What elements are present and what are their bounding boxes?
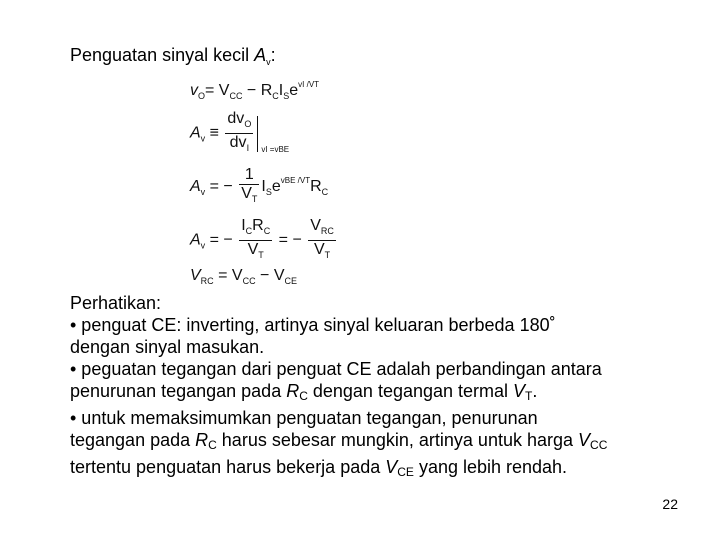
body-line-7 (70, 429, 690, 456)
eq1-rhs4: e (289, 82, 299, 99)
body-line-8a: tertentu penguatan harus bekerja pada (70, 457, 386, 477)
body-line-6: • untuk memaksimumkan penguatan tegangan, penurunan (70, 408, 538, 428)
eq5-op2-sub: CE (284, 276, 297, 286)
body-line-8-vce: V (385, 457, 398, 477)
eq3-den-sub: T (251, 194, 258, 204)
eq1-rhs2: − R (242, 82, 273, 99)
eq2-eval: vI =vBE (261, 144, 290, 154)
body-line-5-rc-sub: C (299, 389, 308, 403)
equation-5 (190, 267, 297, 286)
body-line-7b: harus sebesar mungkin, artinya untuk harga (216, 430, 579, 450)
title-var: A (254, 45, 267, 65)
eq5-lhs: V (190, 267, 201, 284)
body-line-1: Perhatikan: (70, 293, 162, 313)
eq2-lhs-sub: v (200, 133, 206, 144)
eq3-op: = − (205, 178, 238, 196)
eq4-num1: I (241, 217, 246, 234)
eq1-rhs2-sub: C (272, 91, 279, 101)
eq2-lhs: A (190, 124, 201, 142)
equation-1 (190, 80, 319, 101)
body-line-5-rc: R (286, 381, 300, 401)
eq4-den2-sub: T (324, 250, 331, 260)
body-line-7a: tegangan pada (70, 430, 196, 450)
eq5-op-sub: CC (242, 276, 256, 286)
eq1-lhs-sub: O (198, 91, 206, 101)
equation-4 (190, 217, 338, 264)
eq3-fraction (239, 166, 259, 208)
body-line-8-vce-sub: CE (397, 465, 414, 479)
title-text: Penguatan sinyal kecil (70, 45, 255, 65)
eq4-num1-sub: C (245, 226, 253, 236)
body-line-5b: dengan tegangan termal (307, 381, 514, 401)
eq3-rest3-sub: C (321, 187, 329, 198)
eq1-rhs3: I (278, 82, 284, 99)
body-line-7-vcc: V (578, 430, 591, 450)
body-line-8b: yang lebih rendah. (413, 457, 568, 477)
body-text (70, 292, 690, 483)
slide-title (70, 45, 276, 67)
body-line-3: dengan sinyal masukan. (70, 337, 265, 357)
eq4-den2: V (314, 241, 325, 258)
page-number: 22 (662, 496, 678, 512)
eq4-fraction-2 (308, 217, 336, 264)
eq4-num1b-sub: C (263, 226, 271, 236)
body-line-7-rc-sub: C (208, 438, 217, 452)
eq4-fraction-1 (239, 217, 272, 264)
eq3-den: V (241, 185, 252, 202)
title-var-sub: v (266, 57, 271, 67)
eq1-rhs4-sup: vI /VT (298, 80, 320, 89)
title-suffix: : (270, 45, 276, 65)
body-line-7-rc: R (195, 430, 209, 450)
eq2-num: dv (227, 110, 245, 127)
eq4-op: = − (205, 231, 238, 249)
eq3-rest2: e (271, 178, 281, 196)
eq4-den1-sub: T (258, 250, 264, 260)
eq2-eval-bar (257, 116, 290, 154)
eq3-rest2-sup: vBE /VT (280, 176, 311, 186)
eq4-num2: V (310, 217, 321, 234)
eq1-lhs: v (190, 82, 198, 99)
eq1-rhs1-sub: CC (229, 91, 243, 101)
eq3-rest: I (261, 178, 266, 196)
eq3-lhs: A (190, 178, 201, 196)
eq1-rhs1: = V (205, 82, 230, 99)
eq5-op2: − V (255, 267, 285, 284)
eq4-num2-sub: RC (320, 226, 334, 236)
eq4-lhs: A (190, 231, 201, 249)
body-line-4: • peguatan tegangan dari penguat CE adalah perbandingan antara (70, 359, 602, 379)
body-line-2: • penguat CE: inverting, artinya sinyal keluaran berbeda 180˚ (70, 315, 556, 335)
eq5-op: = V (213, 267, 243, 284)
eq3-num: 1 (239, 166, 259, 185)
eq2-op: ≡ (205, 124, 224, 142)
body-line-5-vt: V (513, 381, 526, 401)
eq1-rhs3-sub: S (283, 91, 290, 101)
eq2-num-sub: O (244, 119, 252, 129)
eq2-den: dv (229, 134, 247, 151)
body-line-8 (70, 456, 690, 483)
eq2-den-sub: I (246, 143, 250, 153)
body-line-7-vcc-sub: CC (590, 438, 608, 452)
eq4-num1b: R (252, 217, 264, 234)
body-line-5-vt-sub: T (525, 389, 533, 403)
eq2-fraction (225, 110, 253, 157)
body-line-5 (70, 380, 690, 407)
eq3-rest-sub: S (265, 187, 272, 198)
equation-3 (190, 166, 328, 208)
body-line-5c: . (532, 381, 538, 401)
equation-2 (190, 110, 290, 157)
eq4-op2: = − (274, 231, 307, 249)
eq3-lhs-sub: v (200, 187, 206, 198)
eq5-lhs-sub: RC (200, 276, 214, 286)
eq3-rest3: R (310, 178, 322, 196)
eq4-den1: V (247, 241, 259, 258)
body-line-5a: penurunan tegangan pada (70, 381, 287, 401)
eq4-lhs-sub: v (200, 240, 206, 251)
